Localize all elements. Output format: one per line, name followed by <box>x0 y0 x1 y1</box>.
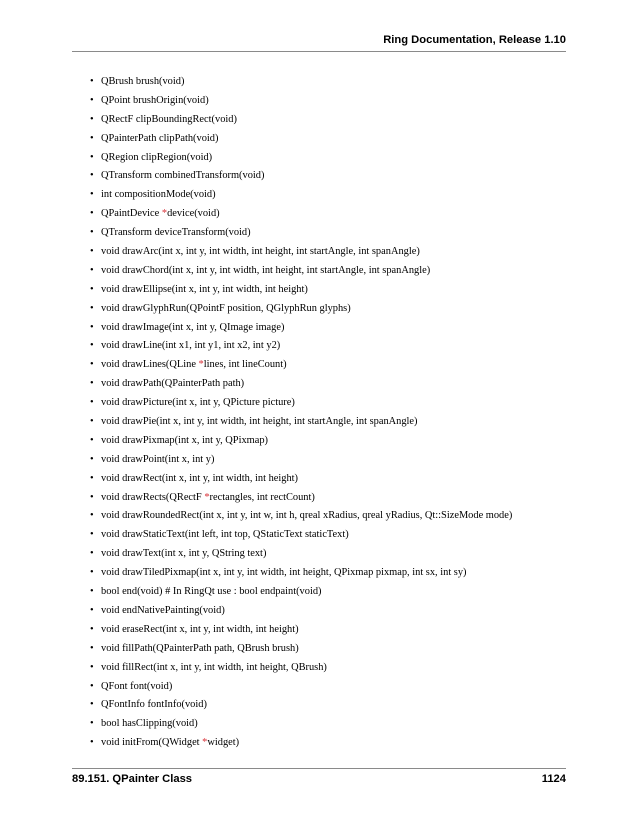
bullet-icon: • <box>90 170 94 182</box>
bullet-icon: • <box>90 416 94 428</box>
list-item <box>90 413 512 432</box>
list-item <box>90 489 512 508</box>
list-item <box>90 734 512 753</box>
method-signature: void drawTiledPixmap(int x, int y, int width, int height, QPixmap pixmap, int sx, int sy) <box>101 567 467 579</box>
list-item <box>90 583 512 602</box>
bullet-icon: • <box>90 264 94 276</box>
method-signature: void eraseRect(int x, int y, int width, int height) <box>101 623 299 635</box>
method-signature: QTransform deviceTransform(void) <box>101 227 251 239</box>
pointer-asterisk: * <box>202 737 208 749</box>
method-signature: QPaintDevice <box>101 208 162 220</box>
method-list <box>90 73 512 753</box>
method-signature-rest: lines, int lineCount) <box>203 359 287 371</box>
method-signature: void drawPoint(int x, int y) <box>101 453 215 465</box>
method-signature: bool end(void) # In RingQt use : bool endpaint(void) <box>101 586 322 598</box>
bullet-icon: • <box>90 680 94 692</box>
list-item <box>90 526 512 545</box>
bullet-icon: • <box>90 434 94 446</box>
method-signature: QRegion clipRegion(void) <box>101 151 213 163</box>
bullet-icon: • <box>90 283 94 295</box>
method-signature: void drawRect(int x, int y, int width, int height) <box>101 472 299 484</box>
bullet-icon: • <box>90 453 94 465</box>
list-item <box>90 281 512 300</box>
bullet-icon: • <box>90 472 94 484</box>
bullet-icon: • <box>90 340 94 352</box>
method-signature: void drawPie(int x, int y, int width, int height, int startAngle, int spanAngle) <box>101 416 418 428</box>
bullet-icon: • <box>90 737 94 749</box>
bullet-icon: • <box>90 491 94 503</box>
method-signature: void initFrom(QWidget <box>101 737 203 749</box>
bullet-icon: • <box>90 378 94 390</box>
list-item <box>90 715 512 734</box>
method-signature: void drawLine(int x1, int y1, int x2, int y2) <box>101 340 281 352</box>
list-item <box>90 73 512 92</box>
method-signature: void drawLines(QLine <box>101 359 199 371</box>
list-item <box>90 243 512 262</box>
method-signature: int compositionMode(void) <box>101 189 216 201</box>
list-item <box>90 696 512 715</box>
list-item <box>90 337 512 356</box>
method-signature: void endNativePainting(void) <box>101 604 225 616</box>
pointer-asterisk: * <box>198 359 204 371</box>
footer-section-title: 89.151. QPainter Class <box>72 773 193 785</box>
bullet-icon: • <box>90 397 94 409</box>
method-signature: void fillPath(QPainterPath path, QBrush brush) <box>101 642 299 654</box>
list-item <box>90 205 512 224</box>
method-signature: QPainterPath clipPath(void) <box>101 132 219 144</box>
list-item <box>90 470 512 489</box>
method-signature: void drawStaticText(int left, int top, QStaticText staticText) <box>101 529 349 541</box>
list-item <box>90 375 512 394</box>
method-signature: void drawPicture(int x, int y, QPicture picture) <box>101 397 295 409</box>
method-signature: QFont font(void) <box>101 680 173 692</box>
bullet-icon: • <box>90 623 94 635</box>
bullet-icon: • <box>90 510 94 522</box>
pointer-asterisk: * <box>204 491 210 503</box>
method-signature-rest: device(void) <box>167 208 220 220</box>
method-signature: void drawEllipse(int x, int y, int width, int height) <box>101 283 308 295</box>
bullet-icon: • <box>90 227 94 239</box>
bullet-icon: • <box>90 529 94 541</box>
list-item <box>90 451 512 470</box>
method-signature: void drawChord(int x, int y, int width, int height, int startAngle, int spanAngle) <box>101 264 431 276</box>
method-signature: void drawText(int x, int y, QString text) <box>101 548 267 560</box>
list-item <box>90 167 512 186</box>
bullet-icon: • <box>90 208 94 220</box>
method-signature: QPoint brushOrigin(void) <box>101 94 209 106</box>
bullet-icon: • <box>90 189 94 201</box>
method-signature: void drawPixmap(int x, int y, QPixmap) <box>101 434 269 446</box>
method-signature: QRectF clipBoundingRect(void) <box>101 113 237 125</box>
list-item <box>90 678 512 697</box>
list-item <box>90 149 512 168</box>
bullet-icon: • <box>90 113 94 125</box>
bullet-icon: • <box>90 94 94 106</box>
bullet-icon: • <box>90 661 94 673</box>
bullet-icon: • <box>90 359 94 371</box>
list-item <box>90 130 512 149</box>
list-item <box>90 507 512 526</box>
list-item <box>90 262 512 281</box>
list-item <box>90 319 512 338</box>
bullet-icon: • <box>90 548 94 560</box>
method-signature: void fillRect(int x, int y, int width, int height, QBrush) <box>101 661 327 673</box>
list-item <box>90 356 512 375</box>
footer-rule <box>72 768 566 769</box>
list-item <box>90 300 512 319</box>
list-item <box>90 602 512 621</box>
method-signature: void drawRects(QRectF <box>101 491 205 503</box>
method-signature-rest: widget) <box>207 737 240 749</box>
method-signature: void drawArc(int x, int y, int width, int height, int startAngle, int spanAngle) <box>101 246 420 258</box>
bullet-icon: • <box>90 718 94 730</box>
method-signature: QBrush brush(void) <box>101 76 185 87</box>
bullet-icon: • <box>90 321 94 333</box>
bullet-icon: • <box>90 586 94 598</box>
method-signature: bool hasClipping(void) <box>101 718 198 730</box>
list-item <box>90 224 512 243</box>
bullet-icon: • <box>90 246 94 258</box>
list-item <box>90 659 512 678</box>
method-signature-rest: rectangles, int rectCount) <box>209 491 315 503</box>
page-number: 1124 <box>541 773 566 785</box>
list-item <box>90 432 512 451</box>
list-item <box>90 564 512 583</box>
method-signature: void drawImage(int x, int y, QImage image) <box>101 321 285 333</box>
bullet-icon: • <box>90 151 94 163</box>
bullet-icon: • <box>90 699 94 711</box>
list-item <box>90 621 512 640</box>
method-signature: void drawPath(QPainterPath path) <box>101 378 245 390</box>
bullet-icon: • <box>90 604 94 616</box>
bullet-icon: • <box>90 302 94 314</box>
method-signature: void drawGlyphRun(QPointF position, QGlyphRun glyphs) <box>101 302 351 314</box>
list-item <box>90 186 512 205</box>
list-item <box>90 111 512 130</box>
bullet-icon: • <box>90 567 94 579</box>
pointer-asterisk: * <box>161 208 168 220</box>
list-item <box>90 545 512 564</box>
bullet-icon: • <box>90 132 94 144</box>
method-signature: QTransform combinedTransform(void) <box>101 170 265 182</box>
list-item <box>90 92 512 111</box>
list-item <box>90 640 512 659</box>
list-item <box>90 394 512 413</box>
method-signature: QFontInfo fontInfo(void) <box>101 699 207 711</box>
running-header: Ring Documentation, Release 1.10 <box>383 34 566 46</box>
bullet-icon: • <box>90 76 94 87</box>
bullet-icon: • <box>90 642 94 654</box>
header-rule <box>72 51 566 52</box>
method-signature: void drawRoundedRect(int x, int y, int w, int h, qreal xRadius, qreal yRadius, Qt::SizeMode mode) <box>101 510 513 522</box>
